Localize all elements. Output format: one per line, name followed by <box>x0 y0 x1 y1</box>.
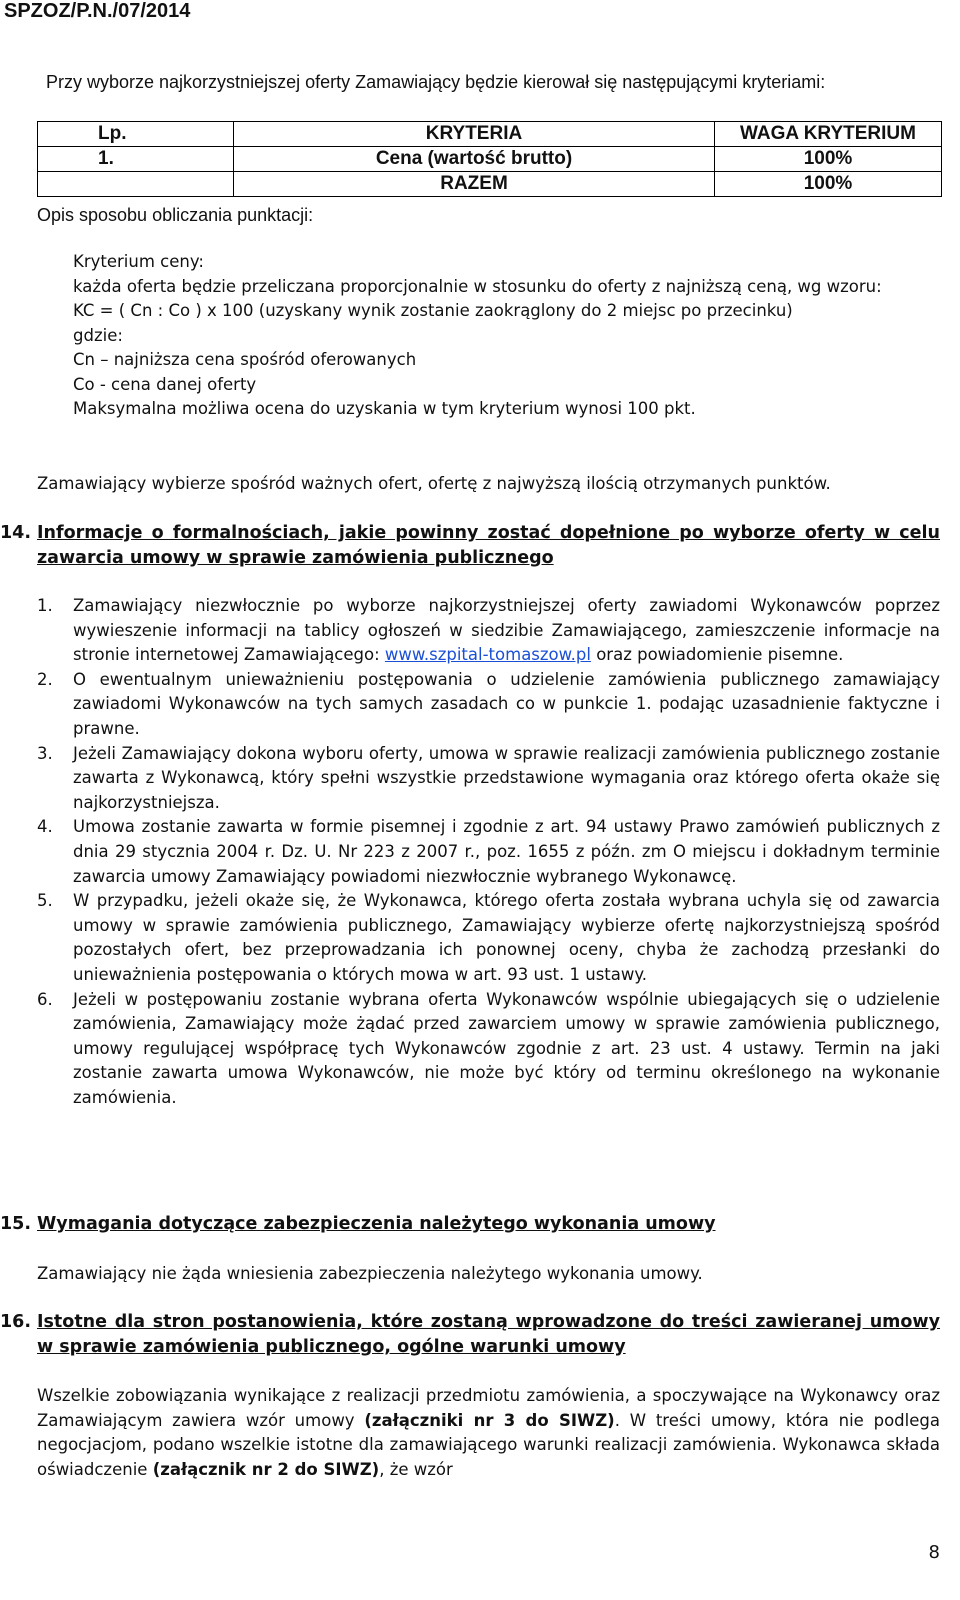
paragraph-text: , że wzór <box>379 1459 453 1479</box>
scoring-line: gdzie: <box>73 325 123 345</box>
item-text: W przypadku, jeżeli okaże się, że Wykonawca, którego oferta została wybrana uchyla się od zawarcia umowy w sprawie zamówienia publicznego, Zamawiający wybierze ofertę najkorzystniejszą spośród pozostałych ofert, bez przeprowadzania ich ponownej oceny, chyba że zachodzą przesłanki do unieważnienia postępowania o których mowa w art. 93 ust. 1 ustawy. <box>73 891 940 984</box>
list-item <box>37 988 940 1111</box>
attachment-ref: (załączniki nr 3 do SIWZ) <box>364 1410 615 1430</box>
item-text: Jeżeli Zamawiający dokona wyboru oferty, umowa w sprawie realizacji zamówienia publicznego zostanie zawarta z Wykonawcą, który spełni wszystkie przedstawione wymagania oraz którego oferta okaże się najkorzystniejsza. <box>73 743 940 812</box>
table-row-total <box>38 172 942 197</box>
item-text: Zamawiający niezwłocznie po wyborze najkorzystniejszej oferty zawiadomi Wykonawców poprzez wywieszenie informacji na tablicy ogłoszeń w siedzibie Zamawiającego, zamieszczenie informacje na stronie internetowej Zamawiającego: <box>73 596 940 665</box>
list-item <box>37 668 940 742</box>
item-number: 2. <box>37 669 53 689</box>
section-15-text: Zamawiający nie żąda wniesienia zabezpieczenia należytego wykonania umowy. <box>37 1264 703 1283</box>
table-header-row <box>38 122 942 147</box>
website-link[interactable]: www.szpital-tomaszow.pl <box>384 645 591 665</box>
cell-lp: 1. <box>38 147 234 172</box>
item-number: 6. <box>37 989 53 1009</box>
header-waga: WAGA KRYTERIUM <box>715 122 942 147</box>
document-id: SPZOZ/P.N./07/2014 <box>4 0 191 22</box>
cell-criterion: Cena (wartość brutto) <box>234 147 715 172</box>
section-number: 16. <box>0 1312 32 1332</box>
scoring-line: Maksymalna możliwa ocena do uzyskania w tym kryterium wynosi 100 pkt. <box>73 399 696 418</box>
cell-weight: 100% <box>715 147 942 172</box>
scoring-line: każda oferta będzie przeliczana proporcjonalnie w stosunku do oferty z najniższą ceną, wg wzoru: <box>73 276 882 296</box>
item-number: 5. <box>37 891 53 911</box>
criteria-table <box>37 121 942 197</box>
page-number: 8 <box>928 1542 940 1563</box>
cell-lp-empty <box>38 172 234 197</box>
list-item <box>37 594 940 668</box>
paragraph-text: . W treści umowy, która nie podlega negocjacjom, podano wszelkie istotne dla zamawiającego warunki realizacji zamówienia. Wykonawca składa oświadczenie <box>37 1410 940 1479</box>
cell-total-weight: 100% <box>715 172 942 197</box>
header-lp: Lp. <box>38 122 234 147</box>
scoring-line: Co - cena danej oferty <box>73 374 257 394</box>
section-16-paragraph <box>37 1384 940 1482</box>
item-text: oraz powiadomienie pisemne. <box>590 645 844 665</box>
section-number: 15. <box>0 1214 32 1234</box>
list-item <box>37 889 940 987</box>
section-title: Istotne dla stron postanowienia, które zostaną wprowadzone do treści zawieranej umowy w sprawie zamówienia publicznego, ogólne warunki umowy <box>37 1312 940 1357</box>
selection-statement: Zamawiający wybierze spośród ważnych ofert, ofertę z najwyższą ilością otrzymanych punktów. <box>37 474 831 493</box>
item-text: O ewentualnym unieważnieniu postępowania o udzielenie zamówienia publicznego zamawiający zawiadomi Wykonawców na tych samych zasadach co w punkcie 1. podając uzasadnienie faktyczne i prawne. <box>73 669 940 738</box>
list-item <box>37 815 940 889</box>
item-number: 1. <box>37 596 53 615</box>
attachment-ref: (załącznik nr 2 do SIWZ) <box>152 1459 380 1479</box>
section-number: 14. <box>0 523 32 543</box>
formula-line: KC = ( Cn : Co ) x 100 (uzyskany wynik zostanie zaokrąglony do 2 miejsc po przecinku) <box>73 301 793 320</box>
item-text: Jeżeli w postępowaniu zostanie wybrana oferta Wykonawców wspólnie ubiegających się o udzielenie zamówienia, Zamawiający może żądać przed zawarciem umowy w sprawie zamówienia publicznego, umowy regulującej współpracę tych Wykonawców zgodnie z art. 23 ust. 4 ustawy. Termin na jaki zostanie zawarta umowa Wykonawców, nie może być który od terminu określonego na wykonanie zamówienia. <box>73 989 940 1107</box>
criteria-intro: Przy wyborze najkorzystniejszej oferty Zamawiający będzie kierował się następującymi kryteriami: <box>46 72 826 92</box>
scoring-line: Kryterium ceny: <box>73 252 204 271</box>
section-14-list <box>37 594 940 1110</box>
section-title: Wymagania dotyczące zabezpieczenia należytego wykonania umowy <box>37 1214 716 1234</box>
section-title: Informacje o formalnościach, jakie powinny zostać dopełnione po wyborze oferty w celu zawarcia umowy w sprawie zamówienia publicznego <box>37 523 940 568</box>
item-text: Umowa zostanie zawarta w formie pisemnej i zgodnie z art. 94 ustawy Prawo zamówień publicznych z dnia 29 stycznia 2004 r. Dz. U. Nr 223 z 2007 r., poz. 1655 z późn. zm O miejscu i dokładnym terminie zawarcia umowy Zamawiający powiadomi niezwłocznie wybranego Wykonawcę. <box>73 817 940 886</box>
table-row <box>38 147 942 172</box>
paragraph-text: Wszelkie zobowiązania wynikające z realizacji przedmiotu zamówienia, a spoczywające na Wykonawcy oraz Zamawiającym zawiera wzór umowy <box>37 1386 940 1430</box>
scoring-description <box>73 250 941 422</box>
header-kryteria: KRYTERIA <box>234 122 715 147</box>
item-number: 3. <box>37 743 53 763</box>
cell-total-label: RAZEM <box>234 172 715 197</box>
scoring-line: Cn – najniższa cena spośród oferowanych <box>73 350 417 369</box>
list-item <box>37 742 940 816</box>
scoring-heading: Opis sposobu obliczania punktacji: <box>37 205 314 225</box>
item-number: 4. <box>37 817 53 837</box>
